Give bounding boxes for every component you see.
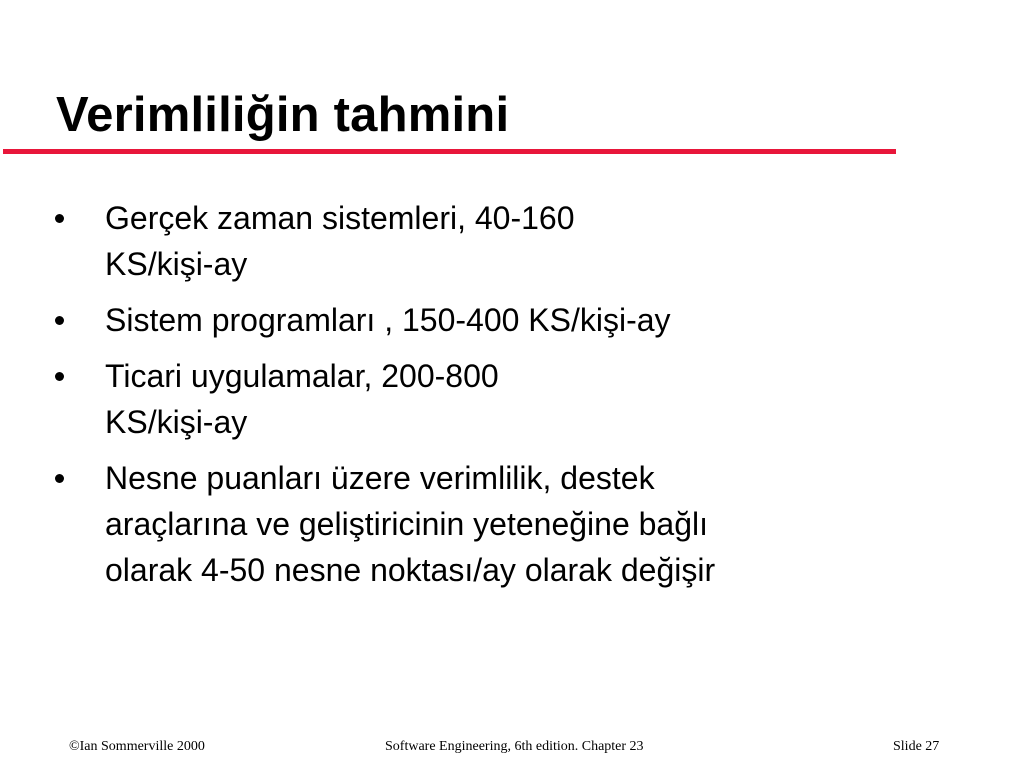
slide-title: Verimliliğin tahmini [56,88,510,142]
bullet-list [0,195,1024,603]
footer-book-title: Software Engineering, 6th edition. Chapter 23 [385,739,644,754]
bullet-item [0,297,1024,343]
bullet-dot-icon [55,474,64,483]
title-underline [3,149,896,154]
bullet-text: Ticari uygulamalar, 200-800 KS/kişi-ay [105,358,499,440]
bullet-dot-icon [55,372,64,381]
bullet-text: Gerçek zaman sistemleri, 40-160 KS/kişi-ay [105,200,575,282]
bullet-text: Nesne puanları üzere verimlilik, destek araçlarına ve geliştiricinin yeteneğine bağlı olarak 4-50 nesne noktası/ay olarak değişir [105,460,716,588]
bullet-text: Sistem programları , 150-400 KS/kişi-ay [105,302,671,338]
bullet-item [0,195,1024,287]
footer-slide-number: Slide 27 [893,739,940,754]
bullet-dot-icon [55,316,64,325]
footer-copyright: ©Ian Sommerville 2000 [69,739,205,754]
bullet-item [0,353,1024,445]
bullet-item [0,455,1024,593]
bullet-dot-icon [55,214,64,223]
